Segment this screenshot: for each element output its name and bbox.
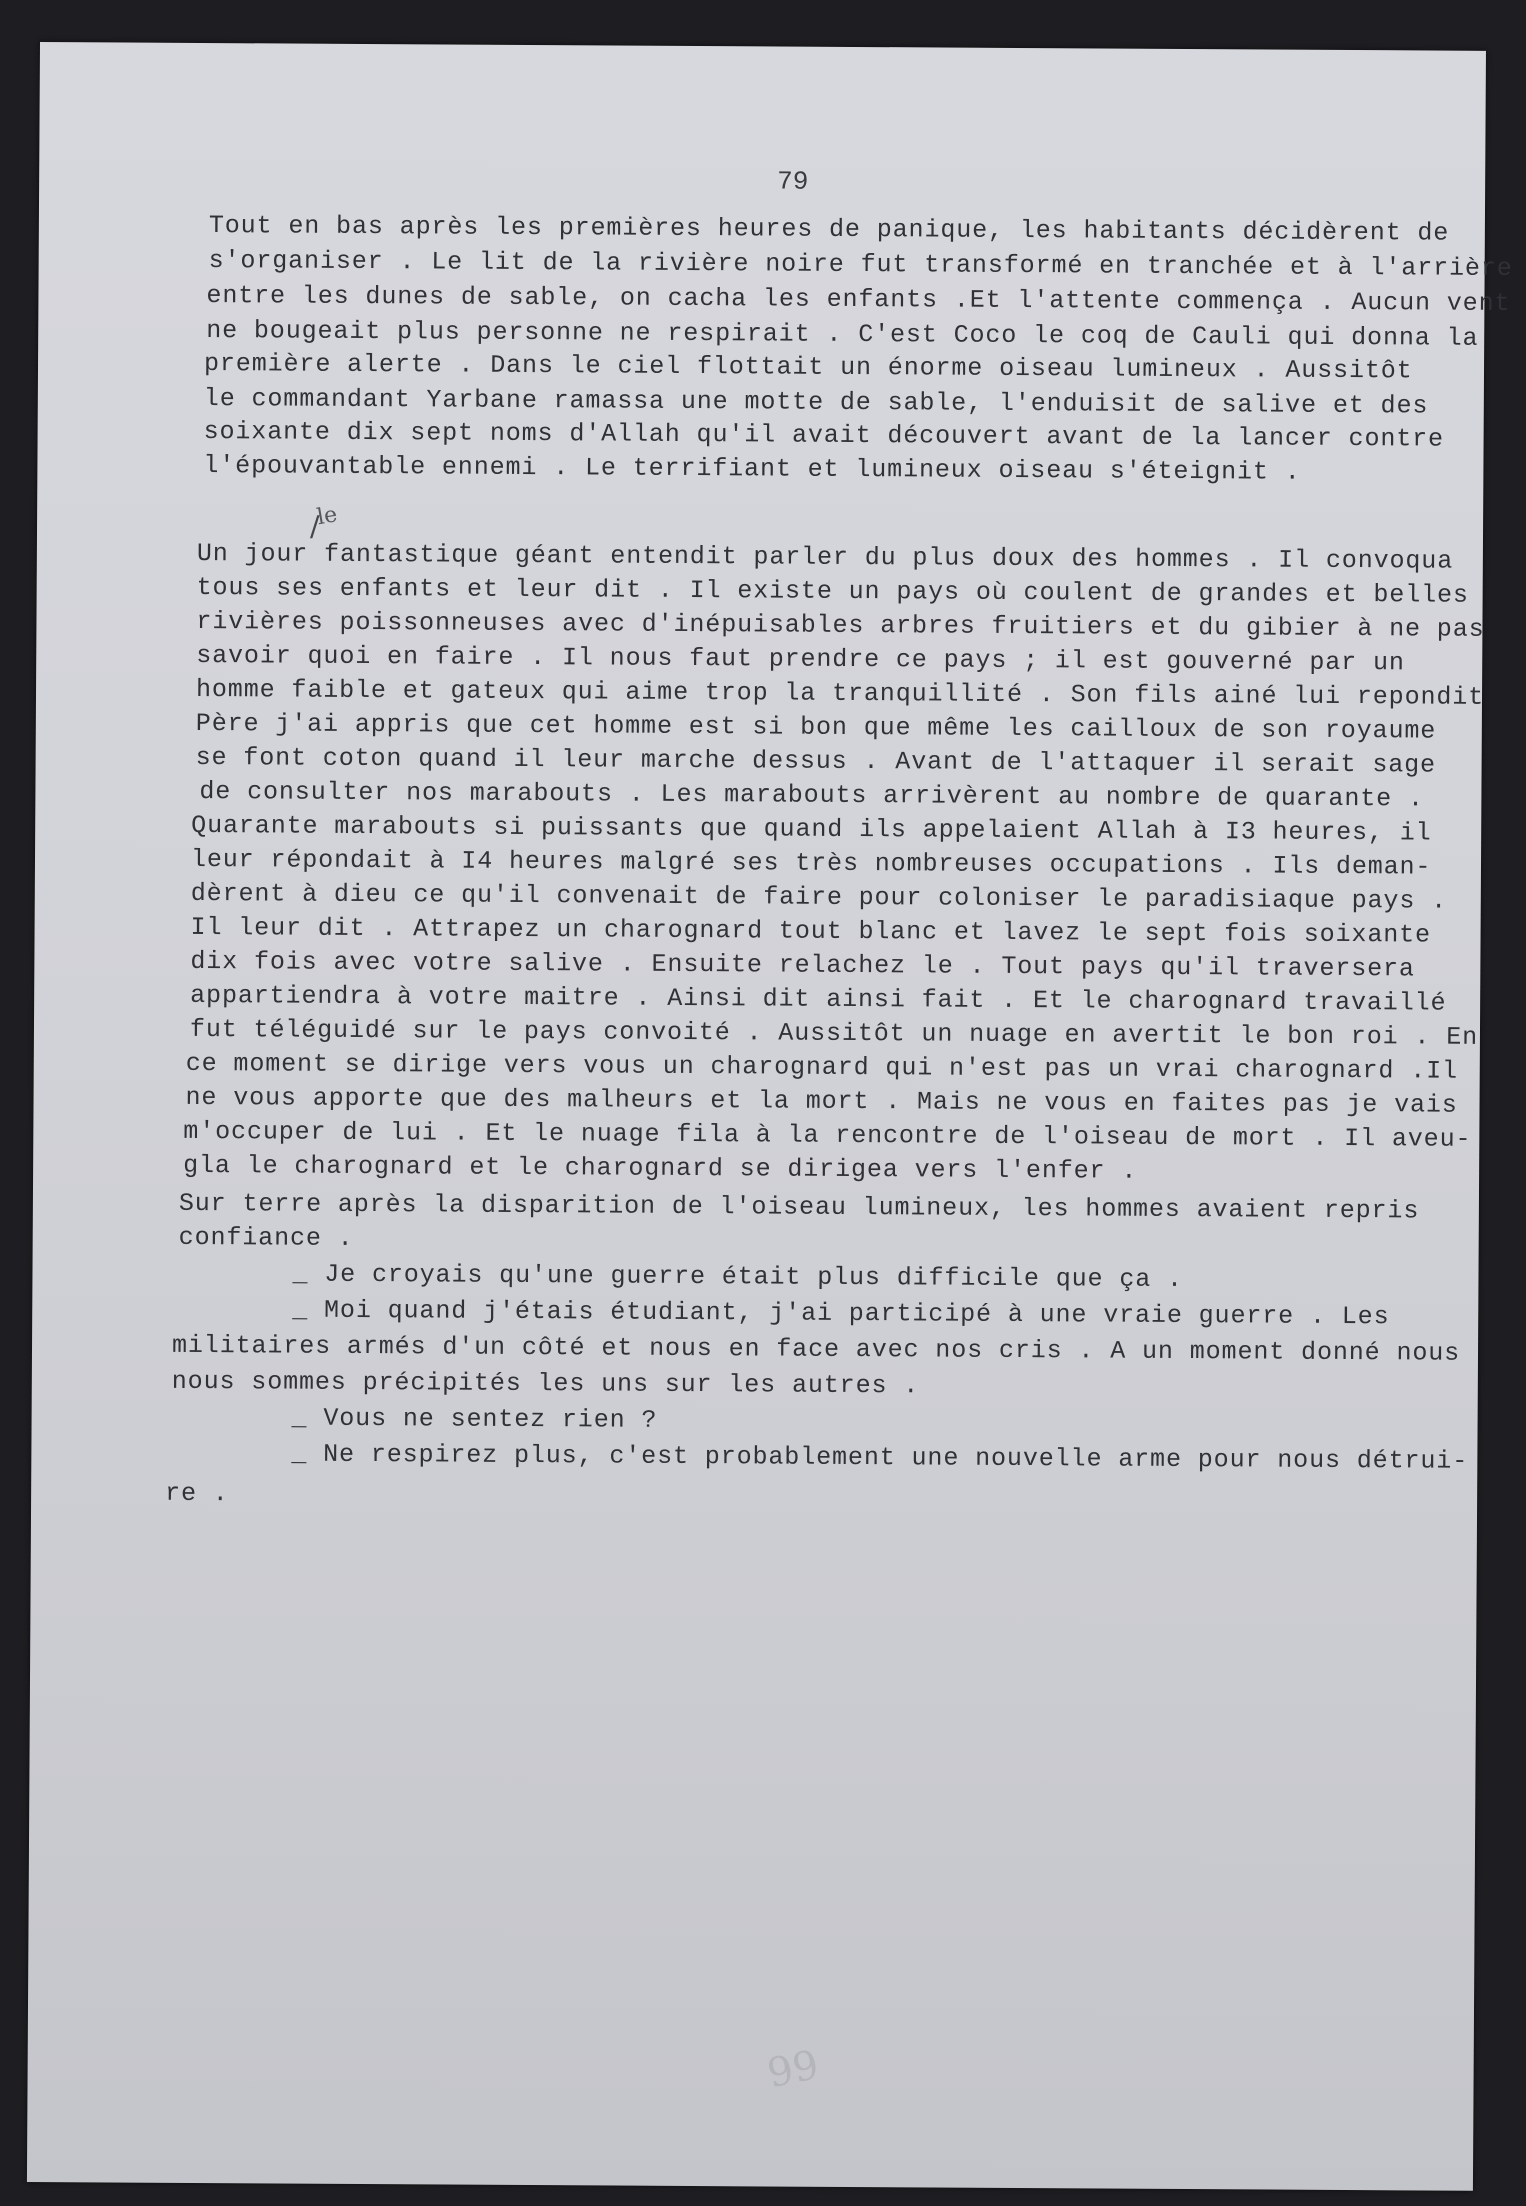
text-line: ne bougeait plus personne ne respirait . C'est Coco le coq de Cauli qui donna la	[206, 316, 1479, 353]
dialogue-line: _ Moi quand j'étais étudiant, j'ai participé à une vraie guerre . Les	[292, 1295, 1390, 1332]
dialogue-line: _ Je croyais qu'une guerre était plus difficile que ça .	[292, 1259, 1184, 1295]
text-line: m'occuper de lui . Et le nuage fila à la rencontre de l'oiseau de mort . Il aveu-	[183, 1116, 1472, 1154]
text-line: de consulter nos marabouts . Les marabouts arrivèrent au nombre de quarante .	[199, 776, 1424, 814]
text-line: l'épouvantable ennemi . Le terrifiant et lumineux oiseau s'éteignit .	[203, 451, 1301, 487]
text-line: Sur terre après la disparition de l'oiseau lumineux, les hommes avaient repris	[178, 1188, 1420, 1226]
text-line: Il leur dit . Attrapez un charognard tout blanc et lavez le sept fois soixante	[190, 912, 1432, 950]
text-line: rivières poissonneuses avec d'inépuisables arbres fruitiers et du gibier à ne pas	[196, 606, 1485, 644]
text-line: dèrent à dieu ce qu'il convenait de faire pour coloniser le paradisiaque pays .	[190, 878, 1448, 916]
dialogue-line: nous sommes précipités les uns sur les autres .	[171, 1366, 920, 1401]
page-number: 79	[777, 166, 809, 197]
text-line: gla le charognard et le charognard se dirigea vers l'enfer .	[183, 1150, 1138, 1186]
text-line: première alerte . Dans le ciel flottait un énorme oiseau lumineux . Aussitôt	[203, 349, 1413, 386]
text-line: entre les dunes de sable, on cacha les enfants .Et l'attente commença . Aucun vent	[206, 281, 1511, 318]
text-line: ne vous apporte que des malheurs et la mort . Mais ne vous en faites pas je vais	[185, 1082, 1458, 1120]
text-line: leur répondait à I4 heures malgré ses très nombreuses occupations . Ils deman-	[190, 844, 1432, 882]
text-line: s'organiser . Le lit de la rivière noire fut transformé en tranchée et à l'arrière	[208, 246, 1513, 283]
dialogue-line: re .	[165, 1478, 229, 1509]
text-line: fut téléguidé sur le pays convoité . Aussitôt un nuage en avertit le bon roi . En	[189, 1014, 1479, 1052]
dialogue-line: _ Vous ne sentez rien ?	[291, 1403, 658, 1435]
text-line: se font coton quand il leur marche dessus . Avant de l'attaquer il serait sage	[195, 742, 1437, 780]
text-line: appartiendra à votre maitre . Ainsi dit ainsi fait . Et le charognard travaillé	[190, 980, 1447, 1018]
text-line: savoir quoi en faire . Il nous faut prendre ce pays ; il est gouverné par un	[196, 640, 1405, 678]
text-line: tous ses enfants et leur dit . Il existe un pays où coulent de grandes et belles	[196, 572, 1469, 610]
text-line: homme faible et gateux qui aime trop la tranquillité . Son fils ainé lui repondit	[195, 674, 1485, 712]
typed-page	[27, 42, 1513, 2191]
text-line: Père j'ai appris que cet homme est si bon que même les cailloux de son royaume	[195, 708, 1437, 746]
dialogue-line: _ Ne respirez plus, c'est probablement une nouvelle arme pour nous détrui-	[291, 1439, 1469, 1476]
handwritten-insertion: le	[315, 502, 340, 531]
insert-slash-mark: /	[309, 509, 320, 543]
pencil-note: 99	[763, 2041, 823, 2098]
text-line: soixante dix sept noms d'Allah qu'il avait découvert avant de la lancer contre	[203, 417, 1445, 454]
dialogue-line: militaires armés d'un côté et nous en face avec nos cris . A un moment donné nous	[171, 1330, 1461, 1368]
text-line: le commandant Yarbane ramassa une motte de sable, l'enduisit de salive et des	[203, 384, 1429, 421]
text-line: confiance .	[178, 1222, 354, 1253]
text-line: Quarante marabouts si puissants que quand ils appelaient Allah à I3 heures, il	[191, 810, 1432, 848]
text-line: Un jour fantastique géant entendit parler du plus doux des hommes . Il convoqua	[196, 538, 1454, 576]
text-line: Tout en bas après les premières heures de panique, les habitants décidèrent de	[208, 211, 1450, 248]
text-line: ce moment se dirige vers vous un charognard qui n'est pas un vrai charognard .Il	[185, 1048, 1459, 1086]
text-line: dix fois avec votre salive . Ensuite relachez le . Tout pays qu'il traversera	[190, 946, 1415, 984]
